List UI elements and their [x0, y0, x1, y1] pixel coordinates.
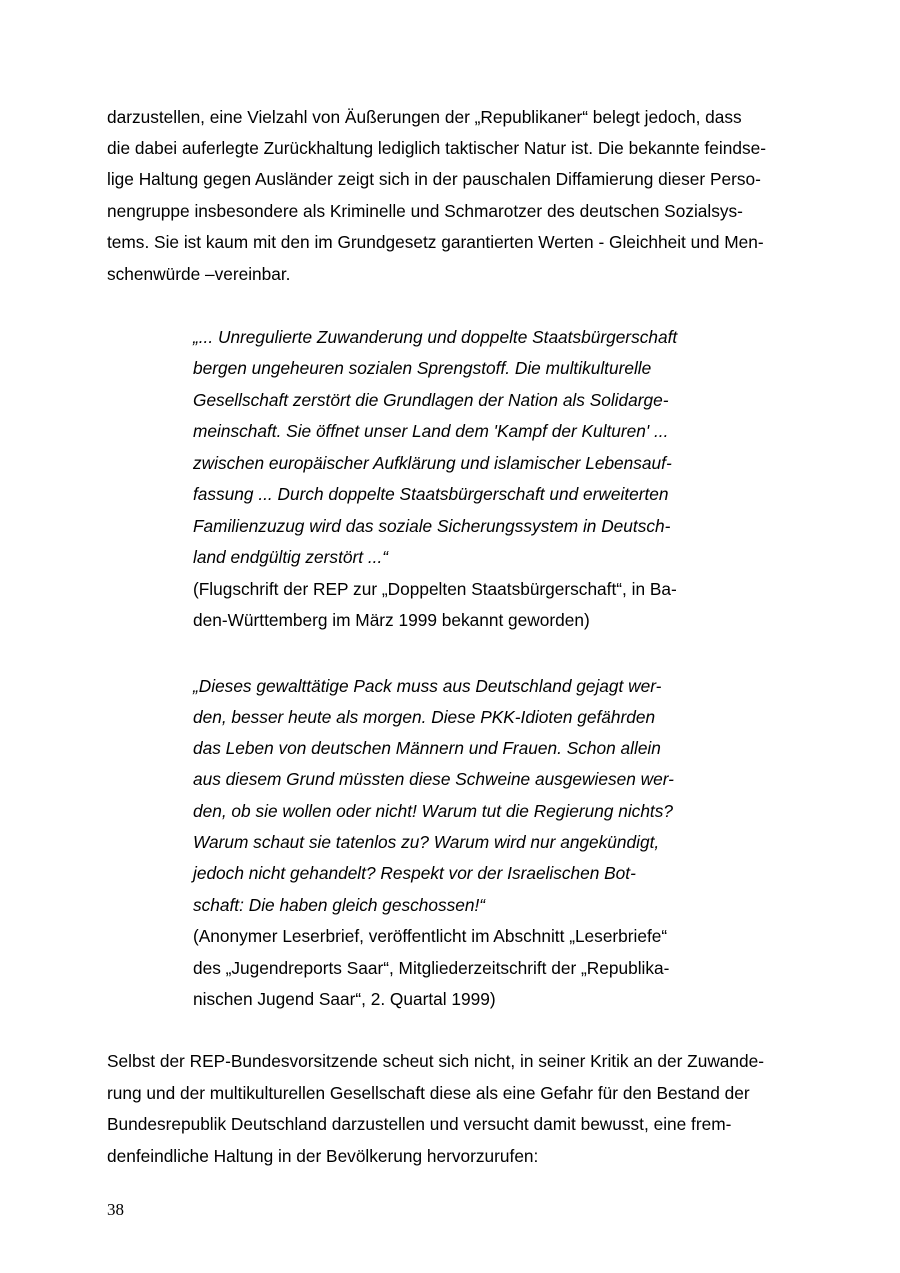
paragraph-line: Bundesrepublik Deutschland darzustellen und versucht damit bewusst, eine frem- — [107, 1114, 732, 1134]
paragraph-line: die dabei auferlegte Zurückhaltung lediglich taktischer Natur ist. Die bekannte feindse- — [107, 138, 766, 158]
quote-source-line: des „Jugendreports Saar“, Mitgliederzeitschrift der „Republika- — [193, 958, 670, 978]
quote-line: meinschaft. Sie öffnet unser Land dem 'Kampf der Kulturen' ... — [193, 421, 669, 441]
quote-source-line: (Flugschrift der REP zur „Doppelten Staatsbürgerschaft“, in Ba- — [193, 579, 677, 599]
quote-source-line: den-Württemberg im März 1999 bekannt geworden) — [193, 610, 590, 630]
quote-line: aus diesem Grund müssten diese Schweine ausgewiesen wer- — [193, 769, 674, 789]
paragraph-line: schenwürde –vereinbar. — [107, 264, 291, 284]
quote-line: fassung ... Durch doppelte Staatsbürgerschaft und erweiterten — [193, 484, 669, 504]
paragraph-line: darzustellen, eine Vielzahl von Äußerungen der „Republikaner“ belegt jedoch, dass — [107, 107, 742, 127]
quote-line: zwischen europäischer Aufklärung und islamischer Lebensauf- — [193, 453, 672, 473]
quote-line: den, besser heute als morgen. Diese PKK-Idioten gefährden — [193, 707, 656, 727]
quote-source-line: (Anonymer Leserbrief, veröffentlicht im Abschnitt „Leserbriefe“ — [193, 926, 668, 946]
quote-line: Warum schaut sie tatenlos zu? Warum wird nur angekündigt, — [193, 832, 660, 852]
quote-line: schaft: Die haben gleich geschossen!“ — [193, 895, 486, 915]
paragraph-line: rung und der multikulturellen Gesellschaft diese als eine Gefahr für den Bestand der — [107, 1083, 750, 1103]
quote-line: „... Unregulierte Zuwanderung und doppelte Staatsbürgerschaft — [193, 327, 678, 347]
quote-line: Gesellschaft zerstört die Grundlagen der Nation als Solidarge- — [193, 390, 669, 410]
paragraph-line: denfeindliche Haltung in der Bevölkerung hervorzurufen: — [107, 1146, 539, 1166]
paragraph-line: tems. Sie ist kaum mit den im Grundgesetz garantierten Werten - Gleichheit und Men- — [107, 232, 764, 252]
quote-line: land endgültig zerstört ...“ — [193, 547, 388, 567]
quote-line: bergen ungeheuren sozialen Sprengstoff. Die multikulturelle — [193, 358, 652, 378]
paragraph-line: nengruppe insbesondere als Kriminelle und Schmarotzer des deutschen Sozialsys- — [107, 201, 743, 221]
quote-line: „Dieses gewalttätige Pack muss aus Deutschland gejagt wer- — [193, 676, 662, 696]
quote-source-line: nischen Jugend Saar“, 2. Quartal 1999) — [193, 989, 496, 1009]
quote-line: Familienzuzug wird das soziale Sicherungssystem in Deutsch- — [193, 516, 671, 536]
quote-line: jedoch nicht gehandelt? Respekt vor der Israelischen Bot- — [193, 863, 636, 883]
paragraph-line: lige Haltung gegen Ausländer zeigt sich in der pauschalen Diffamierung dieser Perso- — [107, 169, 761, 189]
quote-line: den, ob sie wollen oder nicht! Warum tut die Regierung nichts? — [193, 801, 673, 821]
paragraph-line: Selbst der REP-Bundesvorsitzende scheut sich nicht, in seiner Kritik an der Zuwande- — [107, 1051, 765, 1071]
page-number: 38 — [107, 1200, 124, 1219]
quote-line: das Leben von deutschen Männern und Frauen. Schon allein — [193, 738, 661, 758]
